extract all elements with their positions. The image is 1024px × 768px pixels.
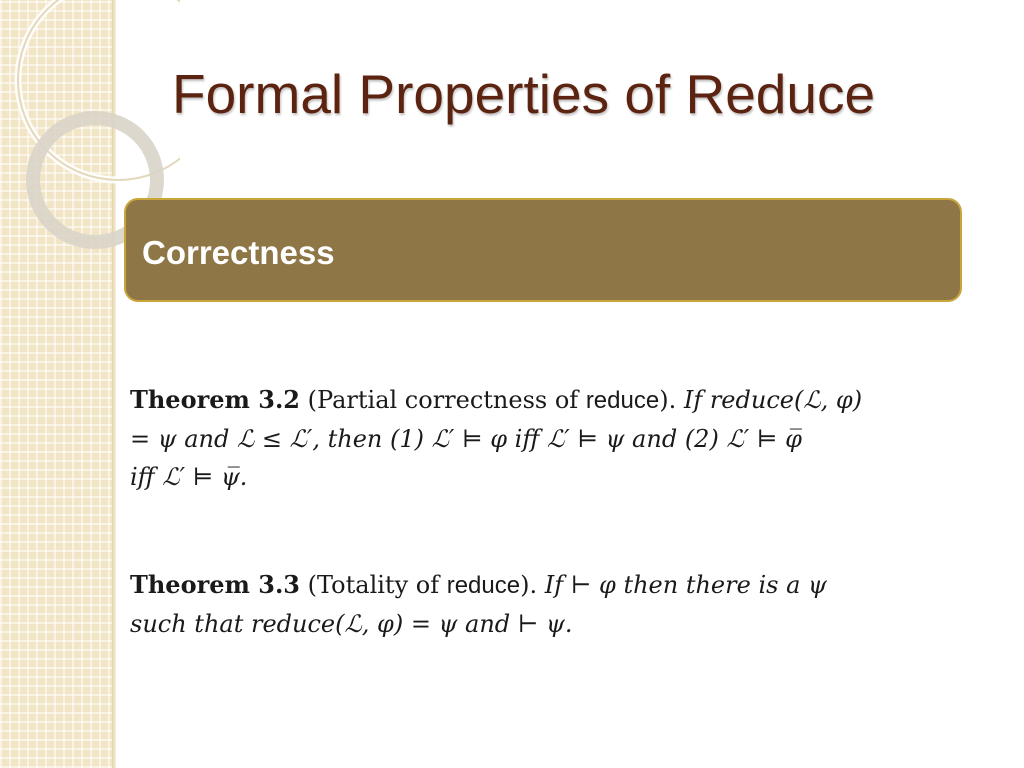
theorem-3-3 <box>130 566 1010 643</box>
theorem-3-2 <box>130 381 1010 496</box>
section-header-box <box>124 198 962 302</box>
theorem-statement: = ψ and ℒ ≤ ℒ′, then (1) ℒ′ ⊨ φ iff ℒ′ ⊨ ψ and (2) ℒ′ ⊨ φ̅ <box>130 425 802 453</box>
theorem-line <box>130 566 1010 605</box>
section-label: Correctness <box>142 234 335 271</box>
theorem-title-function: reduce <box>446 572 521 599</box>
theorem-line <box>130 381 1010 420</box>
theorem-heading: Theorem 3.3 <box>130 570 301 599</box>
theorem-statement: such that reduce(ℒ, φ) = ψ and ⊢ ψ. <box>130 610 573 638</box>
theorem-title-open: (Totality of <box>307 571 447 599</box>
slide-title: Formal Properties of Reduce <box>172 63 876 125</box>
theorem-title-function: reduce <box>585 387 660 414</box>
theorem-title-close: ). <box>659 386 677 414</box>
theorem-title-close: ). <box>520 571 538 599</box>
theorem-heading: Theorem 3.2 <box>130 385 301 414</box>
theorem-statement: If reduce(ℒ, φ) <box>683 386 863 414</box>
theorem-title-open: (Partial correctness of <box>307 386 586 414</box>
theorem-statement: If ⊢ φ then there is a ψ <box>544 571 827 599</box>
theorem-statement: iff ℒ′ ⊨ ψ̅. <box>130 463 248 491</box>
